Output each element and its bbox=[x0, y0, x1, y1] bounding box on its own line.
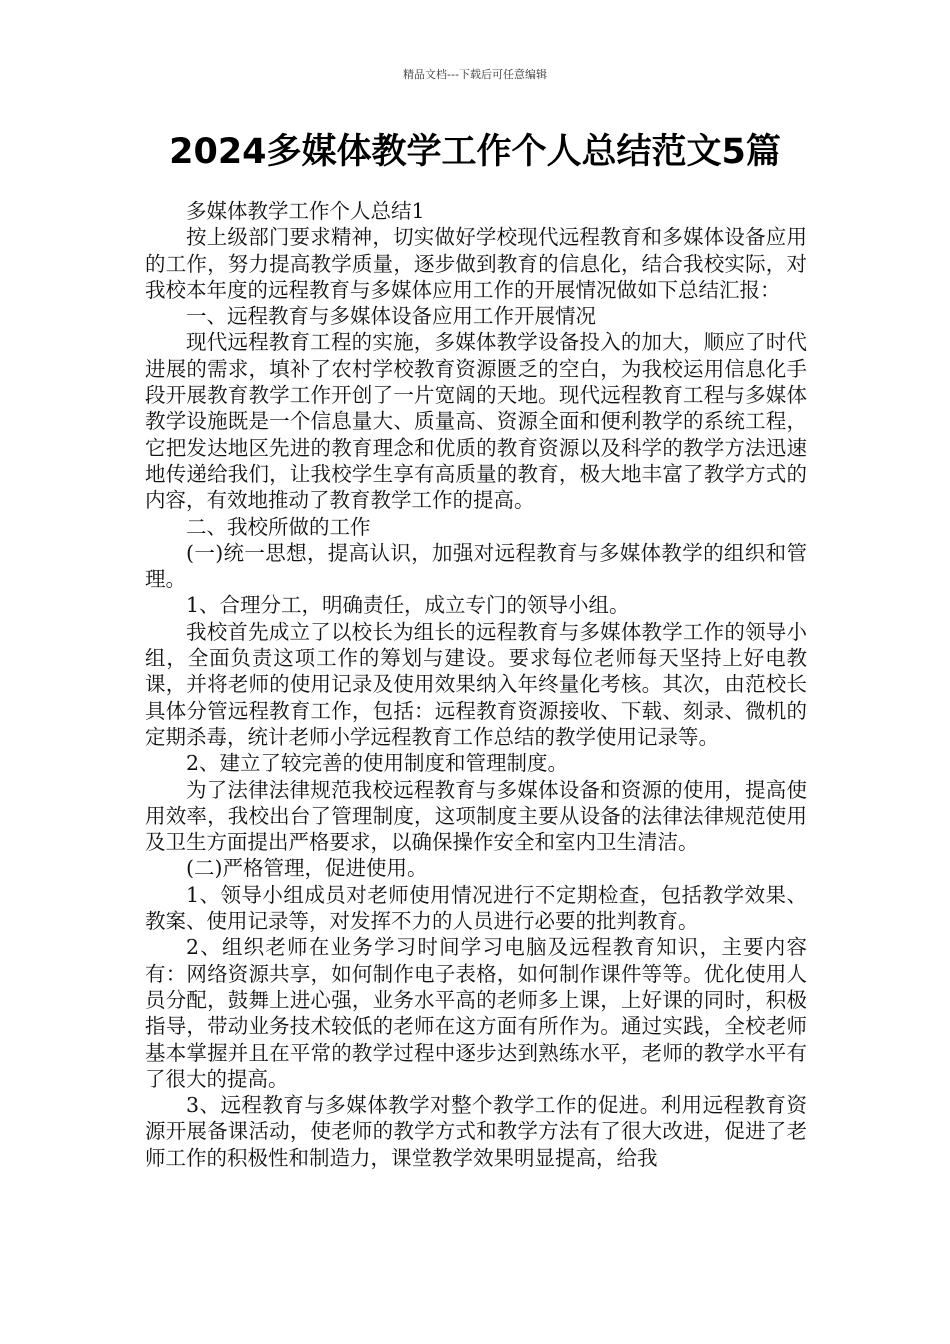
paragraph: (一)统一思想，提高认识，加强对远程教育与多媒体教学的组织和管理。 bbox=[145, 540, 807, 592]
section-heading: 多媒体教学工作个人总结1 bbox=[186, 199, 425, 223]
document-title: 2024多媒体教学工作个人总结范文5篇 bbox=[169, 132, 781, 172]
paragraph: 为了法律法律规范我校远程教育与多媒体设备和资源的使用，提高使用效率，我校出台了管理制度，这项制度主要从设备的法律法律规范使用及卫生方面提出严格要求，以确保操作安全和室内卫生清洁。 bbox=[145, 777, 807, 855]
paragraph: 现代远程教育工程的实施，多媒体教学设备投入的加大，顺应了时代进展的需求，填补了农村学校教育资源匮乏的空白，为我校运用信息化手段开展教育教学工作开创了一片宽阔的天地。现代远程教育工程与多媒体教学设施既是一个信息量大、质量高、资源全面和便利教学的系统工程，它把发达地区先进的教育理念和优质的教育资源以及科学的教学方法迅速地传递给我们，让我校学生享有高质量的教育，极大地丰富了教学方式的内容，有效地推动了教育教学工作的提高。 bbox=[145, 330, 807, 513]
document-body bbox=[145, 198, 807, 1171]
paragraph: 3、远程教育与多媒体教学对整个教学工作的促进。利用远程教育资源开展备课活动，使老师的教学方式和教学方法有了很大改进，促进了老师工作的积极性和制造力，课堂教学效果明显提高，给我 bbox=[145, 1093, 807, 1170]
paragraph: (二)严格管理，促进使用。 bbox=[186, 856, 428, 881]
paragraph: 1、合理分工，明确责任，成立专门的领导小组。 bbox=[186, 593, 630, 618]
paragraph: 按上级部门要求精神，切实做好学校现代远程教育和多媒体设备应用的工作，努力提高教学质量，逐步做到教育的信息化，结合我校实际，对我校本年度的远程教育与多媒体应用工作的开展情况做如下总结汇报： bbox=[145, 225, 807, 302]
header-note: 精品文档---下载后可任意编辑 bbox=[403, 68, 547, 81]
paragraph: 2、组织老师在业务学习时间学习电脑及远程教育知识，主要内容有：网络资源共享，如何制作电子表格，如何制作课件等等。优化使用人员分配，鼓舞上进心强，业务水平高的老师多上课，上好课的同时，积极指导，带动业务技术较低的老师在这方面有所作为。通过实践，全校老师基本掌握并且在平常的教学过程中逐步达到熟练水平，老师的教学水平有了很大的提高。 bbox=[145, 935, 807, 1091]
section-heading: 二、我校所做的工作 bbox=[186, 514, 371, 539]
paragraph: 1、领导小组成员对老师使用情况进行不定期检查，包括教学效果、教案、使用记录等，对发挥不力的人员进行必要的批判教育。 bbox=[145, 882, 807, 934]
section-heading: 一、远程教育与多媒体设备应用工作开展情况 bbox=[186, 304, 596, 329]
paragraph: 2、建立了较完善的使用制度和管理制度。 bbox=[186, 751, 569, 776]
paragraph: 我校首先成立了以校长为组长的远程教育与多媒体教学工作的领导小组，全面负责这项工作的筹划与建设。要求每位老师每天坚持上好电教课，并将老师的使用记录及使用效果纳入年终量化考核。其次，由范校长具体分管远程教育工作，包括：远程教育资源接收、下载、刻录、微机的定期杀毒，统计老师小学远程教育工作总结的教学使用记录等。 bbox=[145, 619, 807, 749]
